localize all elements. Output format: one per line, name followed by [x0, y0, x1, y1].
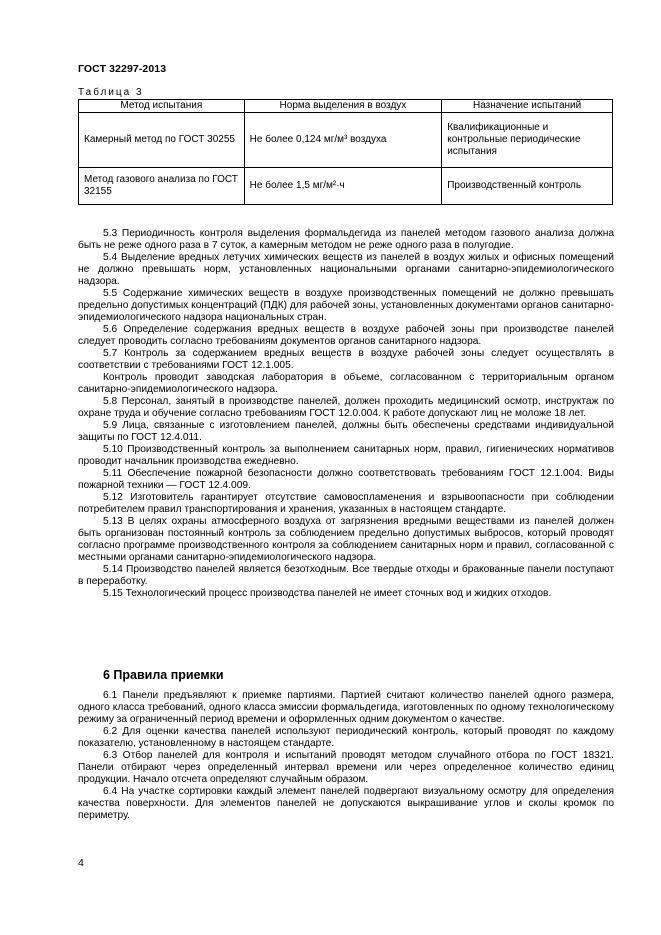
table-cell: Квалификационные и контрольные периодические испытания — [442, 113, 613, 168]
section-5-body — [78, 228, 614, 600]
column-header-norm: Норма выделения в воздух — [244, 100, 442, 113]
paragraph: 6.4 На участке сортировки каждый элемент панелей подвергают визуальному осмотру для определения качества поверхности. Для элементов панелей не допускаются выкрашивание углов и сколы кромок по периметру. — [78, 786, 614, 821]
paragraph: 5.15 Технологический процесс производства панелей не имеет сточных вод и жидких отходов. — [103, 588, 552, 599]
paragraph: Контроль проводит заводская лаборатория в объеме, согласованном с территориальным органом санитарно-эпидемиологического надзора. — [78, 372, 614, 395]
paragraph: 5.6 Определение содержания вредных веществ в воздухе рабочей зоны при производстве панелей следует проводить согласно требованиям документов органов санитарного надзора. — [78, 324, 614, 347]
paragraph: 6.1 Панели предъявляют к приемке партиями. Партией считают количество панелей одного размера, одного класса требований, одного класса эмиссии формальдегида, изготовленных по одному технологическому режиму за ограниченный период времени и оформленных одним документом о качестве. — [78, 690, 614, 725]
paragraph: 5.11 Обеспечение пожарной безопасности должно соответствовать требованиям ГОСТ 12.1.004. Виды пожарной техники — ГОСТ 12.4.009. — [78, 468, 614, 491]
paragraph: 6.3 Отбор панелей для контроля и испытаний проводят методом случайного отбора по ГОСТ 18321. Панели отбирают через определенный интервал времени или через определенное количество единиц продукции. Начало отсчета определяют случайным образом. — [78, 750, 614, 785]
paragraph: 5.13 В целях охраны атмосферного воздуха от загрязнения вредными веществами из панелей должен быть организован постоянный контроль за соблюдением предельно допустимых выбросов, который проводят согласно программе производственного контроля за соблюдением санитарных норм и правил, согласованной с местными органами санитарно-эпидемиологического надзора. — [78, 516, 614, 563]
table-row — [79, 168, 613, 205]
paragraph: 5.5 Содержание химических веществ в воздухе производственных помещений не должно превышать предельно допустимых концентраций (ПДК) для рабочей зоны, установленных документами органов санитарно-эпидемиологического надзора национальных стран. — [78, 288, 614, 323]
table-cell: Производственный контроль — [442, 168, 613, 205]
column-header-purpose: Назначение испытаний — [442, 100, 613, 113]
table-cell: Метод газового анализа по ГОСТ 32155 — [79, 168, 245, 205]
column-header-method: Метод испытания — [79, 100, 245, 113]
table-caption: Таблица 3 — [78, 87, 144, 98]
table-cell: Не более 0,124 мг/м³ воздуха — [244, 113, 442, 168]
page-number: 4 — [78, 857, 84, 869]
table-header-row — [79, 100, 613, 113]
table-cell: Камерный метод по ГОСТ 30255 — [79, 113, 245, 168]
paragraph: 5.12 Изготовитель гарантирует отсутствие самовоспламенения и взрывоопасности при соблюдении потребителем правил транспортирования и хранения, указанных в настоящем стандарте. — [78, 492, 614, 515]
paragraph: 5.7 Контроль за содержанием вредных веществ в воздухе рабочей зоны следует осуществлять в соответствии с требованиями ГОСТ 12.1.005. — [78, 348, 614, 371]
section-6-title: 6 Правила приемки — [103, 668, 224, 682]
table-3 — [78, 99, 613, 205]
paragraph: 5.14 Производство панелей является безотходным. Все твердые отходы и бракованные панели поступают в переработку. — [78, 564, 614, 587]
table-cell: Не более 1,5 мг/м²·ч — [244, 168, 442, 205]
section-6-body — [78, 690, 614, 822]
paragraph: 5.9 Лица, связанные с изготовлением панелей, должны быть обеспечены средствами индивидуальной защиты по ГОСТ 12.4.011. — [78, 420, 614, 443]
paragraph: 6.2 Для оценки качества панелей используют периодический контроль, который проводят по каждому показателю, установленному в настоящем стандарте. — [78, 726, 614, 749]
paragraph: 5.3 Периодичность контроля выделения формальдегида из панелей методом газового анализа должна быть не реже одного раза в 7 суток, а камерным методом не реже одного раза в полугодие. — [78, 228, 614, 251]
paragraph: 5.4 Выделение вредных летучих химических веществ из панелей в воздух жилых и офисных помещений не должно превышать норм, установленных национальными органами санитарно-эпидемиологического надзора. — [78, 252, 614, 287]
paragraph: 5.8 Персонал, занятый в производстве панелей, должен проходить медицинский осмотр, инструктаж по охране труда и обучение согласно требованиям ГОСТ 12.0.004. К работе допускают лиц не моложе 18 лет. — [78, 396, 614, 419]
paragraph: 5.10 Производственный контроль за выполнением санитарных норм, правил, гигиенических нормативов проводит начальник производства ежедневно. — [78, 444, 614, 467]
table-row — [79, 113, 613, 168]
document-header: ГОСТ 32297-2013 — [78, 63, 167, 75]
